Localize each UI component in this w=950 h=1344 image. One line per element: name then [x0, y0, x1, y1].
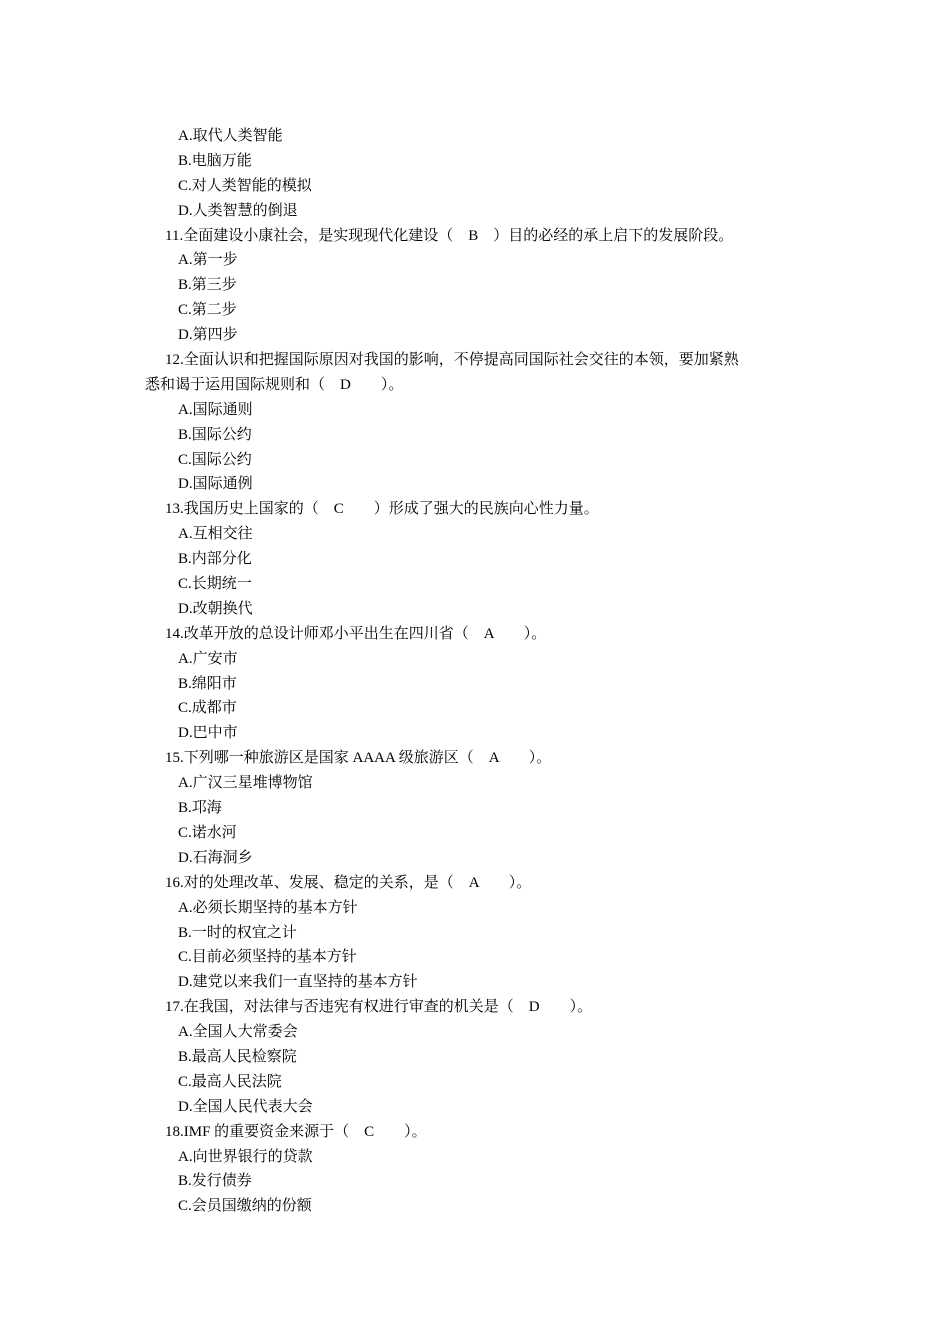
option-line: C.诺水河: [178, 824, 237, 841]
question-line: 17.在我国，对法律与否违宪有权进行审查的机关是（ D ）。: [165, 999, 593, 1016]
question-line: 16.对的处理改革、发展、稳定的关系，是（ A ）。: [165, 874, 532, 891]
option-line: B.邛海: [178, 800, 222, 817]
option-line: A.全国人大常委会: [178, 1024, 298, 1041]
question-line: 13.我国历史上国家的（ C ）形成了强大的民族向心性力量。: [165, 501, 599, 518]
option-line: C.最高人民法院: [178, 1073, 282, 1090]
question-list: [145, 124, 815, 1219]
option-line: B.一时的权宜之计: [178, 924, 297, 941]
option-line: C.目前必须坚持的基本方针: [178, 949, 357, 966]
option-line: C.长期统一: [178, 576, 252, 593]
option-line: A.广安市: [178, 650, 238, 667]
question-line: 12.全面认识和把握国际原因对我国的影响，不停提高同国际社会交往的本领，要加紧熟: [165, 352, 739, 369]
option-line: B.第三步: [178, 277, 237, 294]
option-line: A.第一步: [178, 252, 238, 269]
question-continuation-line: 悉和谒于运用国际规则和（ D ）。: [145, 376, 404, 393]
option-line: A.国际通则: [178, 401, 253, 418]
option-line: C.会员国缴纳的份额: [178, 1198, 312, 1215]
question-line: 15.下列哪一种旅游区是国家 AAAA 级旅游区（ A ）。: [165, 750, 552, 767]
option-line: B.国际公约: [178, 426, 252, 443]
option-line: A.广汉三星堆博物馆: [178, 775, 313, 792]
option-line: D.建党以来我们一直坚持的基本方针: [178, 974, 418, 991]
question-line: 18.IMF 的重要资金来源于（ C ）。: [165, 1123, 427, 1140]
option-line: B.电脑万能: [178, 152, 252, 169]
option-line: D.巴中市: [178, 725, 238, 742]
option-line: B.绵阳市: [178, 675, 237, 692]
option-line: D.石海洞乡: [178, 849, 253, 866]
option-line: A.互相交往: [178, 526, 253, 543]
option-line: C.第二步: [178, 302, 237, 319]
option-line: C.国际公约: [178, 451, 252, 468]
option-line: A.向世界银行的贷款: [178, 1148, 313, 1165]
question-line: 11.全面建设小康社会，是实现现代化建设（ B ）目的必经的承上启下的发展阶段。: [165, 227, 734, 244]
option-line: C.对人类智能的模拟: [178, 177, 312, 194]
option-line: B.发行债券: [178, 1173, 252, 1190]
option-line: B.内部分化: [178, 551, 252, 568]
option-line: D.改朝换代: [178, 600, 253, 617]
option-line: C.成都市: [178, 700, 237, 717]
option-line: D.第四步: [178, 327, 238, 344]
option-line: A.必须长期坚持的基本方针: [178, 899, 358, 916]
option-line: B.最高人民检察院: [178, 1048, 297, 1065]
option-line: A.取代人类智能: [178, 128, 283, 144]
option-line: D.全国人民代表大会: [178, 1098, 313, 1115]
question-line: 14.改革开放的总设计师邓小平出生在四川省（ A ）。: [165, 625, 547, 642]
option-line: D.人类智慧的倒退: [178, 202, 298, 219]
option-line: D.国际通例: [178, 476, 253, 493]
